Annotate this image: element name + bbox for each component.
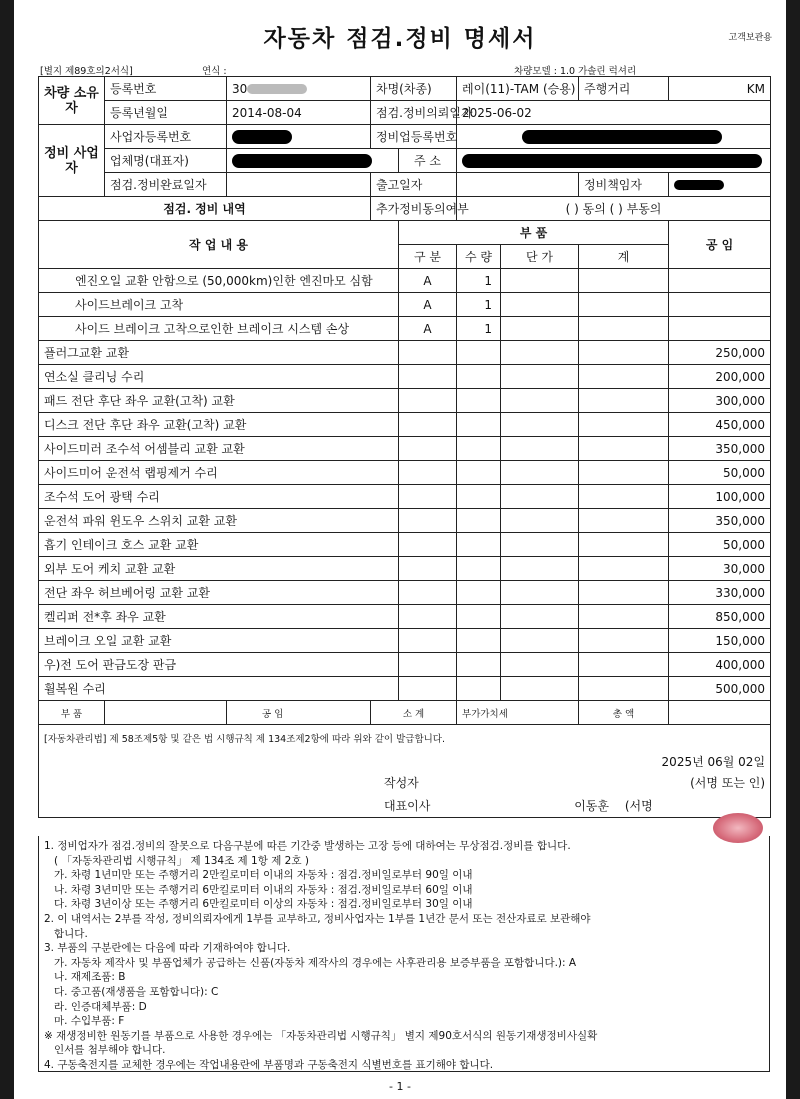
request-date-value: 2025-06-02 — [457, 101, 771, 125]
item-type — [399, 437, 457, 461]
shop-header: 정비 사업자 — [39, 125, 105, 197]
item-row — [39, 629, 771, 653]
item-desc: 전단 좌우 허브베어링 교환 교환 — [39, 581, 399, 605]
note-line: 다. 차령 3년이상 또는 주행거리 6만킬로미터 이상의 자동차 : 점검.정비일로부터 30일 이내 — [44, 898, 473, 911]
item-row — [39, 677, 771, 701]
item-labor: 250,000 — [669, 341, 771, 365]
address-label: 주 소 — [399, 149, 457, 173]
item-price — [501, 485, 579, 509]
vehicle-model-label: 차량모델 : 1.0 가솔린 럭셔리 — [514, 66, 637, 77]
item-qty — [457, 341, 501, 365]
item-type: A — [399, 293, 457, 317]
details-label: 점검. 정비 내역 — [39, 197, 371, 221]
item-row — [39, 293, 771, 317]
item-qty — [457, 677, 501, 701]
note-line: 다. 중고품(재생품을 포함합니다): C — [44, 985, 219, 998]
ceo-label: 대표이사 — [384, 798, 431, 813]
item-desc: 디스크 전단 후단 좌우 교환(고착) 교환 — [39, 413, 399, 437]
note-line: 인서를 첨부해야 합니다. — [44, 1044, 166, 1057]
item-type — [399, 677, 457, 701]
legal-text: [자동차관리법] 제 58조제5항 및 같은 법 시행규칙 제 134조제2항에 따라 위와 같이 발급합니다. — [39, 725, 771, 752]
item-desc: 사이드미러 조수석 어셈블리 교환 교환 — [39, 437, 399, 461]
car-name-value: 레이(11)-TAM (승용) — [457, 77, 579, 101]
issue-date: 2025년 06월 02일 — [39, 751, 771, 771]
document-title: 자동차 점검.정비 명세서 — [263, 26, 537, 52]
item-row — [39, 461, 771, 485]
item-price — [501, 317, 579, 341]
consent-options: ( ) 동의 ( ) 부동의 — [457, 197, 771, 221]
item-row — [39, 557, 771, 581]
item-row — [39, 653, 771, 677]
item-row — [39, 509, 771, 533]
item-desc: 사이드 브레이크 고착으로인한 브레이크 시스템 손상 — [39, 317, 399, 341]
item-desc: 사이드미어 운전석 랩핑제거 수리 — [39, 461, 399, 485]
item-price — [501, 413, 579, 437]
item-desc: 조수석 도어 광택 수리 — [39, 485, 399, 509]
item-price — [501, 293, 579, 317]
item-labor: 300,000 — [669, 389, 771, 413]
item-labor: 150,000 — [669, 629, 771, 653]
item-total — [579, 461, 669, 485]
footer-labor: 공 임 — [227, 701, 371, 725]
item-labor: 100,000 — [669, 485, 771, 509]
note-line: 3. 부품의 구분란에는 다음에 따라 기재하여야 합니다. — [44, 942, 291, 955]
item-labor — [669, 293, 771, 317]
item-total — [579, 557, 669, 581]
item-price — [501, 341, 579, 365]
item-labor: 350,000 — [669, 437, 771, 461]
item-desc: 엔진오일 교환 안함으로 (50,000km)인한 엔진마모 심함 — [39, 269, 399, 293]
item-type — [399, 389, 457, 413]
item-qty — [457, 557, 501, 581]
item-desc: 사이드브레이크 고착 — [39, 293, 399, 317]
item-total — [579, 485, 669, 509]
item-price — [501, 533, 579, 557]
ceo-row — [39, 793, 771, 818]
note-line: 1. 정비업자가 점검.정비의 잘못으로 다음구분에 따른 기간중 발생하는 고장 등에 대하여는 무상점검.정비를 합니다. — [44, 840, 571, 852]
item-price — [501, 653, 579, 677]
item-total — [579, 365, 669, 389]
car-name-label: 차명(차종) — [371, 77, 457, 101]
item-qty — [457, 461, 501, 485]
item-type — [399, 485, 457, 509]
mechanic-value — [669, 173, 771, 197]
item-total — [579, 581, 669, 605]
address-value — [457, 149, 771, 173]
footer-subtotal: 소 계 — [371, 701, 457, 725]
item-labor: 500,000 — [669, 677, 771, 701]
item-desc: 연소실 클리닝 수리 — [39, 365, 399, 389]
statement-table — [38, 76, 771, 818]
item-total — [579, 293, 669, 317]
page-number: - 1 - — [389, 1080, 411, 1093]
writer-row — [39, 771, 771, 793]
reg-date-value: 2014-08-04 — [227, 101, 371, 125]
col-type: 구 분 — [399, 245, 457, 269]
work-header: 작 업 내 용 — [39, 221, 399, 269]
item-type — [399, 533, 457, 557]
extra-consent-label: 추가정비동의여부 — [371, 197, 457, 221]
note-line: 라. 인증대체부품: D — [44, 1000, 147, 1013]
item-labor: 400,000 — [669, 653, 771, 677]
item-qty — [457, 437, 501, 461]
item-price — [501, 629, 579, 653]
item-desc: 휠복원 수리 — [39, 677, 399, 701]
reg-date-label: 등록년월일 — [105, 101, 227, 125]
item-type — [399, 629, 457, 653]
item-desc: 흡기 인테이크 호스 교환 교환 — [39, 533, 399, 557]
item-row — [39, 269, 771, 293]
reg-no-label: 등록번호 — [105, 77, 227, 101]
item-labor: 200,000 — [669, 365, 771, 389]
release-date-value — [457, 173, 579, 197]
col-total: 계 — [579, 245, 669, 269]
release-date-label: 출고일자 — [371, 173, 457, 197]
item-type — [399, 461, 457, 485]
mileage-unit: KM — [669, 77, 771, 101]
item-row — [39, 605, 771, 629]
item-labor — [669, 317, 771, 341]
item-total — [579, 605, 669, 629]
item-price — [501, 509, 579, 533]
item-labor — [669, 269, 771, 293]
note-line: 마. 수입부품: F — [44, 1015, 125, 1028]
item-row — [39, 365, 771, 389]
item-type — [399, 605, 457, 629]
item-type — [399, 653, 457, 677]
biz-reg-value — [227, 125, 371, 149]
item-price — [501, 269, 579, 293]
item-desc: 켈리퍼 전*후 좌우 교환 — [39, 605, 399, 629]
item-total — [579, 269, 669, 293]
ceo-name: 이동훈 — [574, 798, 609, 813]
company-value — [227, 149, 399, 173]
item-total — [579, 677, 669, 701]
item-row — [39, 413, 771, 437]
item-total — [579, 413, 669, 437]
shop-reg-label: 정비업등록번호 — [371, 125, 457, 149]
note-line: 합니다. — [44, 927, 88, 940]
footer-vat: 부가가치세 — [457, 701, 579, 725]
item-total — [579, 629, 669, 653]
owner-header: 차량 소유자 — [39, 77, 105, 125]
item-total — [579, 341, 669, 365]
footer-parts-value — [105, 701, 227, 725]
note-line: ※ 재생정비한 원동기를 부품으로 사용한 경우에는 「자동차관리법 시행규칙」 별지 제90호서식의 원동기재생정비사실확 — [44, 1029, 598, 1042]
item-desc: 플러그교환 교환 — [39, 341, 399, 365]
item-labor: 30,000 — [669, 557, 771, 581]
item-row — [39, 581, 771, 605]
item-qty — [457, 509, 501, 533]
note-line: 나. 차령 3년미만 또는 주행거리 6만킬로미터 이내의 자동차 : 점검.정비일로부터 60일 이내 — [44, 883, 473, 896]
item-total — [579, 317, 669, 341]
item-labor: 350,000 — [669, 509, 771, 533]
item-qty — [457, 365, 501, 389]
item-qty — [457, 413, 501, 437]
item-qty: 1 — [457, 269, 501, 293]
item-total — [579, 533, 669, 557]
note-line: 가. 자동차 제작사 및 부품업체가 공급하는 신품(자동차 제작사의 경우에는 사후관리용 보증부품을 포함합니다.): A — [44, 956, 577, 969]
footer-total: 총 액 — [579, 701, 669, 725]
note-line: 4. 구동축전지를 교체한 경우에는 작업내용란에 부품명과 구동축전지 식별번호를 표기해야 합니다. — [44, 1058, 494, 1071]
item-type — [399, 413, 457, 437]
col-price: 단 가 — [501, 245, 579, 269]
col-qty: 수 량 — [457, 245, 501, 269]
item-price — [501, 677, 579, 701]
item-qty — [457, 581, 501, 605]
item-row — [39, 437, 771, 461]
copy-label: 고객보관용 — [728, 33, 772, 43]
item-qty — [457, 533, 501, 557]
complete-date-label: 점검.정비완료일자 — [105, 173, 227, 197]
item-labor: 50,000 — [669, 461, 771, 485]
item-qty — [457, 629, 501, 653]
item-price — [501, 461, 579, 485]
note-line: ( 「자동차관리법 시행규칙」 제 134조 제 1항 제 2호 ) — [44, 854, 309, 867]
complete-date-value — [227, 173, 371, 197]
item-row — [39, 485, 771, 509]
note-line: 나. 재제조품: B — [44, 971, 126, 984]
item-labor: 850,000 — [669, 605, 771, 629]
footer-total-value — [669, 701, 771, 725]
item-desc: 외부 도어 케치 교환 교환 — [39, 557, 399, 581]
item-desc: 패드 전단 후단 좌우 교환(고착) 교환 — [39, 389, 399, 413]
item-desc: 브레이크 오일 교환 교환 — [39, 629, 399, 653]
item-labor: 50,000 — [669, 533, 771, 557]
item-type — [399, 509, 457, 533]
form-number: [별지 제89호의2서식] — [40, 66, 133, 77]
footer-parts: 부 품 — [39, 701, 105, 725]
item-total — [579, 509, 669, 533]
item-type — [399, 341, 457, 365]
item-desc: 우)전 도어 판금도장 판금 — [39, 653, 399, 677]
model-year-label: 연식 : — [202, 66, 227, 77]
item-row — [39, 317, 771, 341]
item-total — [579, 389, 669, 413]
item-total — [579, 653, 669, 677]
item-price — [501, 605, 579, 629]
shop-reg-value — [457, 125, 771, 149]
note-line: 2. 이 내역서는 2부를 작성, 정비의뢰자에게 1부를 교부하고, 정비사업자는 1부를 1년간 문서 또는 전산자료로 보관해야 — [44, 912, 591, 925]
item-qty — [457, 485, 501, 509]
request-date-label: 점검.정비의뢰일자 — [371, 101, 457, 125]
parts-header: 부 품 — [399, 221, 669, 245]
item-type: A — [399, 317, 457, 341]
item-row — [39, 389, 771, 413]
item-qty — [457, 605, 501, 629]
item-type — [399, 581, 457, 605]
labor-header: 공 임 — [669, 221, 771, 269]
item-type — [399, 365, 457, 389]
item-price — [501, 581, 579, 605]
reg-no-value: 30 — [227, 77, 371, 101]
item-labor: 450,000 — [669, 413, 771, 437]
item-qty — [457, 653, 501, 677]
item-type — [399, 557, 457, 581]
item-qty: 1 — [457, 317, 501, 341]
note-line: 가. 차령 1년미만 또는 주행거리 2만킬로미터 이내의 자동차 : 점검.정비일로부터 90일 이내 — [44, 869, 473, 882]
mileage-label: 주행거리 — [579, 77, 669, 101]
notes-section — [38, 836, 770, 1072]
item-qty: 1 — [457, 293, 501, 317]
item-qty — [457, 389, 501, 413]
item-row — [39, 341, 771, 365]
item-price — [501, 437, 579, 461]
item-type: A — [399, 269, 457, 293]
mechanic-label: 정비책임자 — [579, 173, 669, 197]
sign-label: (서명 또는 인) — [690, 775, 766, 790]
item-price — [501, 557, 579, 581]
item-desc: 운전석 파워 윈도우 스위치 교환 교환 — [39, 509, 399, 533]
biz-reg-label: 사업자등록번호 — [105, 125, 227, 149]
item-price — [501, 389, 579, 413]
document-page — [14, 0, 786, 1099]
item-row — [39, 533, 771, 557]
writer-label: 작성자 — [384, 775, 419, 790]
item-total — [579, 437, 669, 461]
item-price — [501, 365, 579, 389]
item-labor: 330,000 — [669, 581, 771, 605]
company-label: 업체명(대표자) — [105, 149, 227, 173]
ceo-sign: (서명 — [624, 798, 653, 813]
